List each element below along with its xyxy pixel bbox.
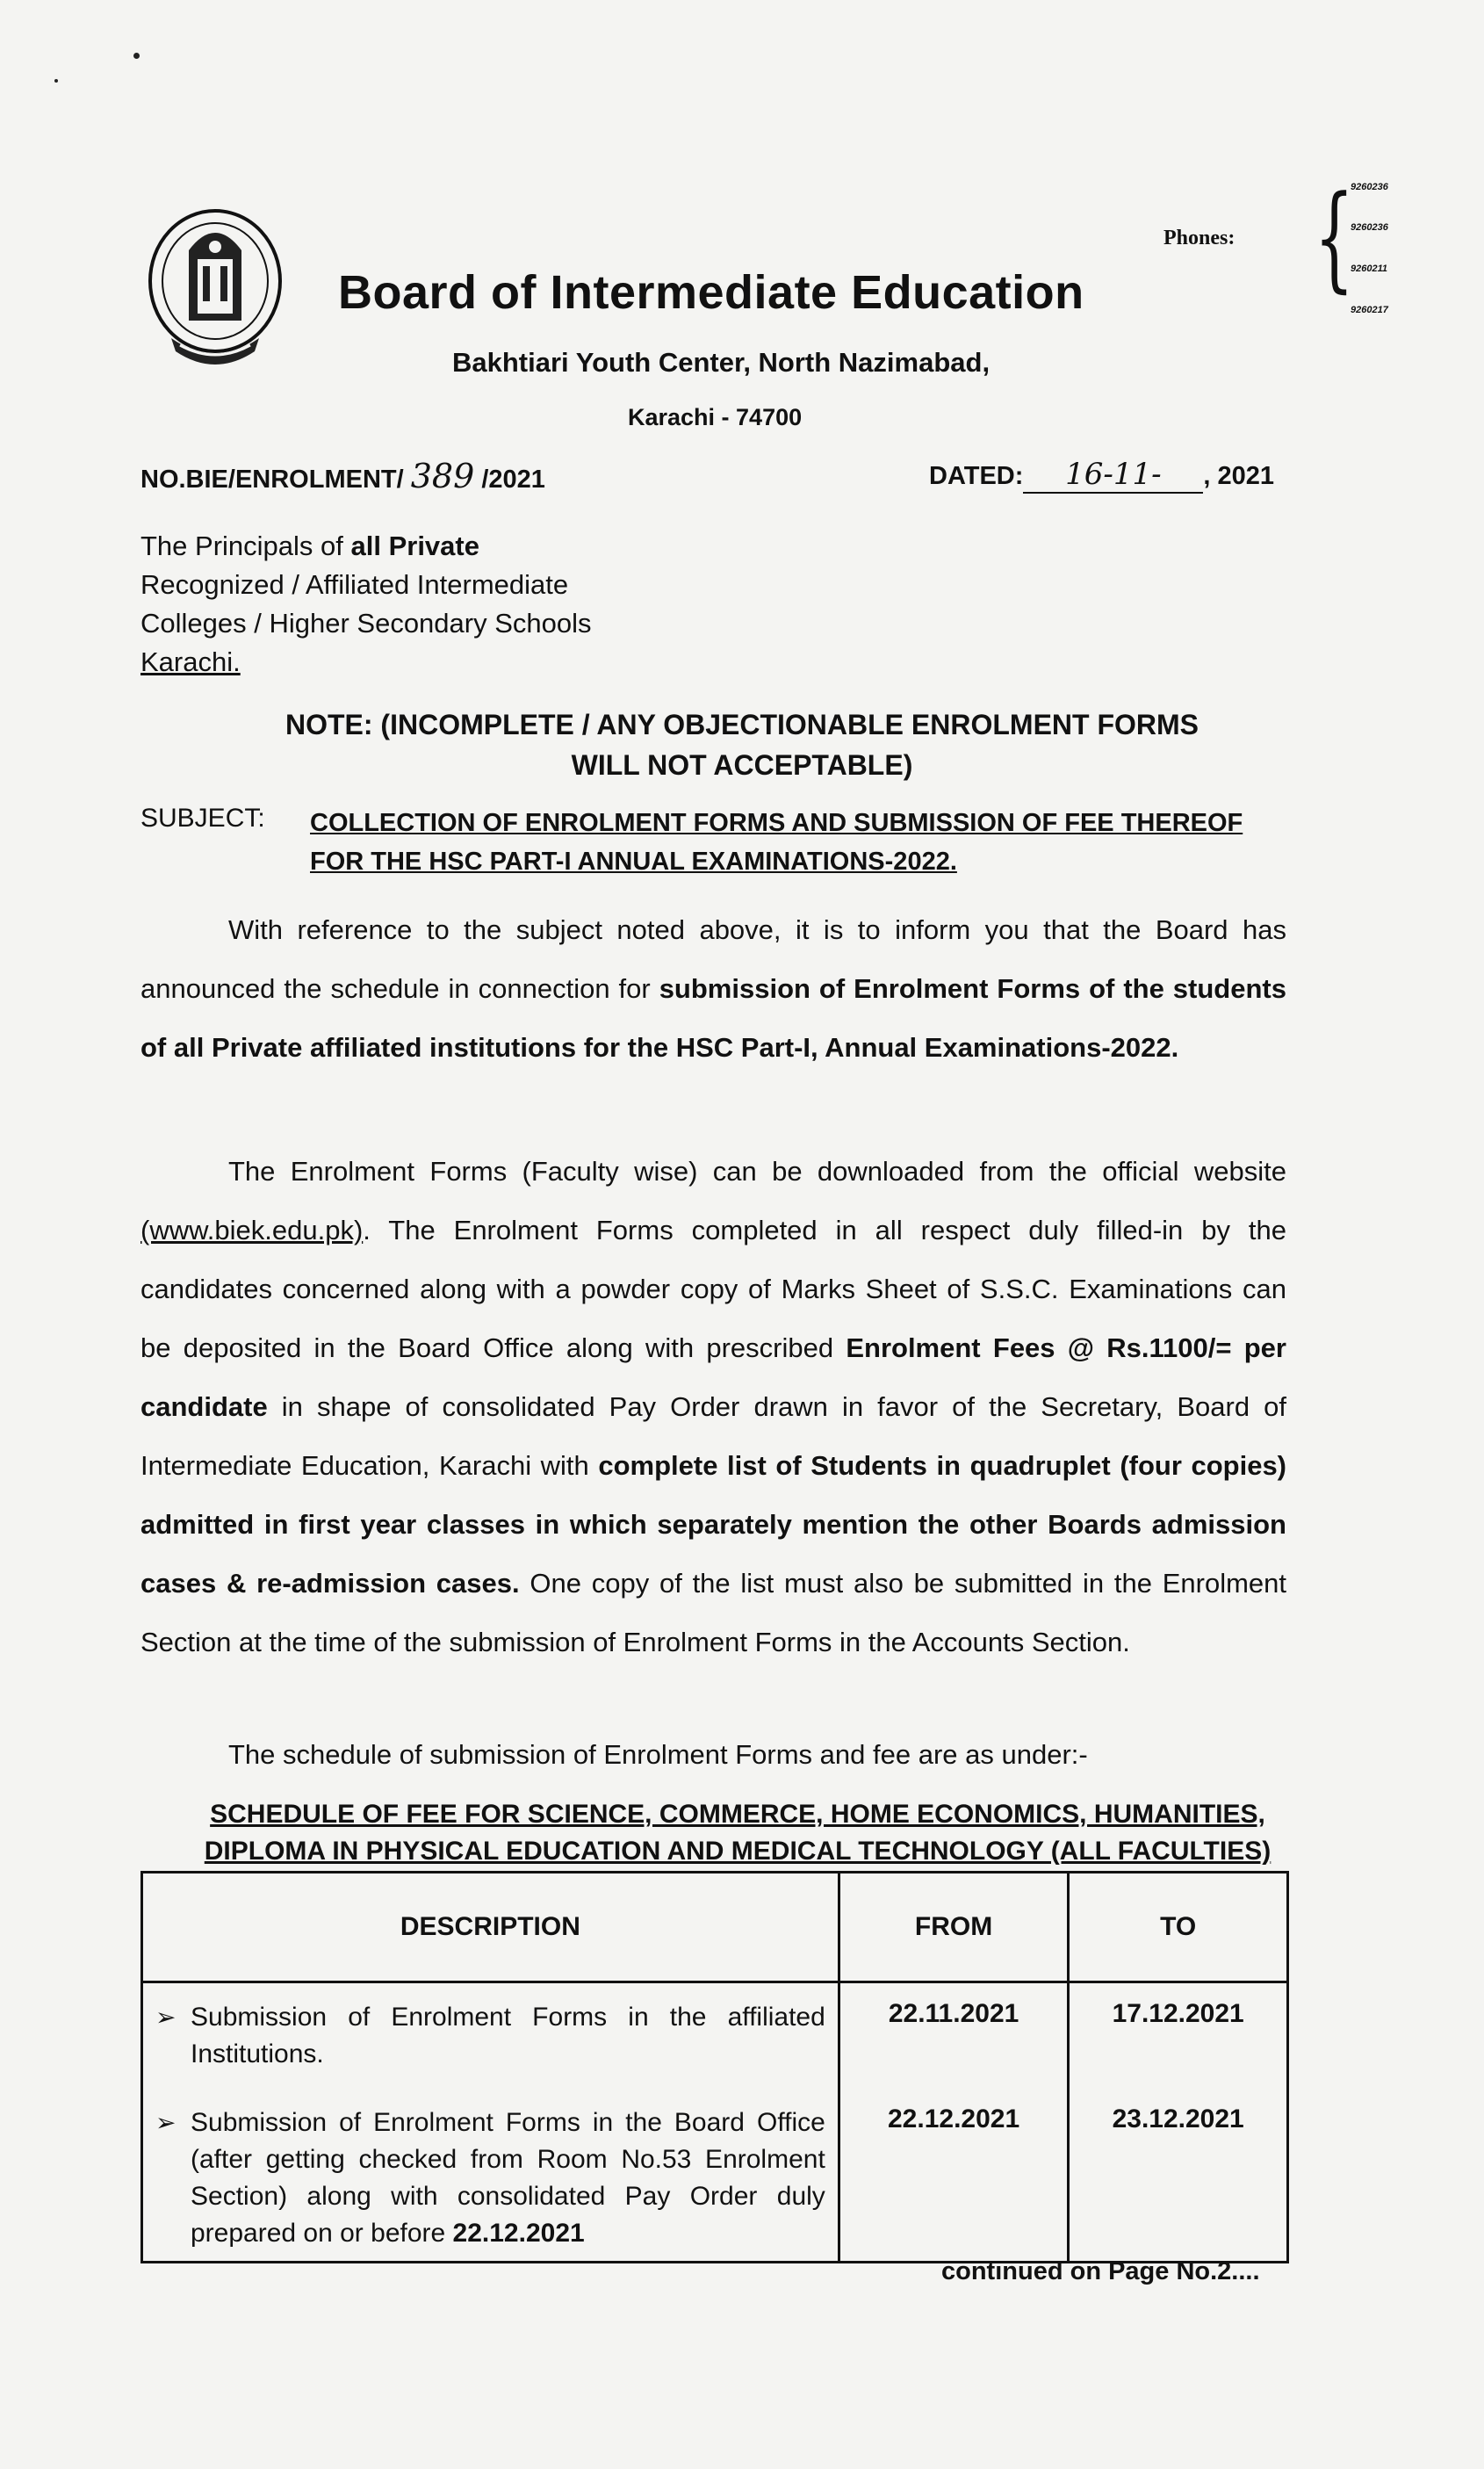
reference-handwritten-number: 389 [410, 457, 475, 495]
row-description [142, 2082, 839, 2263]
addressee-line2: Recognized / Affiliated Intermediate [140, 569, 569, 600]
subject-text: COLLECTION OF ENROLMENT FORMS AND SUBMISSION OF FEE THEREOF FOR THE HSC PART-I ANNUAL EXAMINATIONS-2022. [310, 809, 1243, 876]
row-description-text: Submission of Enrolment Forms in the Board Office (after getting checked from Room No.53 Enrolment Section) along with consolidated Pay Order duly prepared on or before [191, 2108, 825, 2248]
p1-bold: submission of Enrolment Forms of the students of all Private affiliated institutions for the HSC Part-I, Annual Examinations-2022. [140, 973, 1286, 1063]
row-to-date: 23.12.2021 [1069, 2082, 1288, 2263]
col-header-description: DESCRIPTION [142, 1873, 839, 1982]
addressee-line1-prefix: The Principals of [140, 531, 351, 561]
schedule-table [140, 1871, 1289, 2263]
phone-number: 9260217 [1351, 305, 1388, 315]
address-line-1: Bakhtiari Youth Center, North Nazimabad, [452, 347, 991, 378]
reference-number [140, 457, 545, 495]
row-from-date: 22.12.2021 [839, 2082, 1069, 2263]
scan-speck [133, 53, 140, 59]
row-to-date: 17.12.2021 [1069, 1982, 1288, 2083]
row-description-date: 22.12.2021 [452, 2219, 585, 2248]
row-from-date: 22.11.2021 [839, 1982, 1069, 2083]
p2-text-f: One copy of the list must also be submitted in the Enrolment Section at the time of the submission of Enrolment Forms in the Accounts Section. [140, 1568, 1286, 1657]
p2-list-bold: complete list of Students in quadruplet (four copies) admitted in first year classes in which separately mention the other Boards admission cases & re-admission cases. [140, 1450, 1287, 1599]
p2-text-a: The Enrolment Forms (Faculty wise) can be downloaded from the official website [228, 1156, 1286, 1187]
col-header-to: TO [1069, 1873, 1288, 1982]
arrow-bullet-icon: ➢ [155, 2109, 176, 2136]
addressee-line4: Karachi. [140, 646, 241, 677]
p1-text: With reference to the subject noted above, it is to inform you that the Board has announced the schedule in connection for [140, 914, 1286, 1004]
reference-prefix: NO.BIE/ENROLMENT/ [140, 466, 404, 494]
website-link[interactable]: (www.biek.edu.pk) [140, 1215, 364, 1245]
dated-handwritten-value: 16-11- [1023, 457, 1203, 494]
brace-icon: { [1314, 170, 1355, 304]
p2-text-d: in shape of consolidated Pay Order drawn in favor of the Secretary, Board of Intermediate Education, Karachi with [140, 1391, 1286, 1481]
note-block [176, 704, 1308, 785]
body-paragraph-1 [140, 900, 1286, 1077]
schedule-heading [176, 1796, 1300, 1870]
addressee-line3: Colleges / Higher Secondary Schools [140, 608, 592, 639]
table-header-row [142, 1873, 1288, 1982]
body-paragraph-2 [140, 1142, 1286, 1671]
arrow-bullet-icon: ➢ [155, 2003, 176, 2031]
phone-number: 9260211 [1351, 264, 1388, 274]
note-line1: NOTE: (INCOMPLETE / ANY OBJECTIONABLE ENROLMENT FORMS [285, 709, 1199, 740]
board-title: Board of Intermediate Education [338, 266, 1084, 319]
p2-text-b: . The Enrolment Forms completed in all respect duly filled-in by the candidates concerned along with a powder copy of Marks Sheet of S.S.C. Examinations can be deposited in the Board Office along with prescribed [140, 1215, 1286, 1363]
row-description-text: Submission of Enrolment Forms in the affiliated Institutions. [191, 2003, 825, 2068]
table-row [142, 2082, 1288, 2263]
reference-year: /2021 [481, 466, 545, 494]
board-emblem-logo [145, 198, 285, 378]
schedule-heading-line1: SCHEDULE OF FEE FOR SCIENCE, COMMERCE, HOME ECONOMICS, HUMANITIES, [210, 1800, 1265, 1829]
address-line-2: Karachi - 74700 [628, 404, 803, 430]
subject-label: SUBJECT: [140, 804, 265, 833]
schedule-intro: The schedule of submission of Enrolment Forms and fee are as under:- [228, 1739, 1088, 1770]
schedule-heading-line2: DIPLOMA IN PHYSICAL EDUCATION AND MEDICAL TECHNOLOGY (ALL FACULTIES) [204, 1837, 1271, 1866]
addressee-line1-bold: all Private [350, 531, 479, 561]
table-row [142, 1982, 1288, 2083]
continued-note: continued on Page No.2.... [941, 2257, 1260, 2285]
dated-year: , 2021 [1203, 462, 1275, 490]
note-line2: WILL NOT ACCEPTABLE) [571, 749, 913, 781]
dated-field [929, 457, 1274, 494]
phone-number: 9260236 [1351, 222, 1388, 233]
row-description [142, 1982, 839, 2083]
p2-fee-bold: Enrolment Fees @ Rs.1100/= per candidate [140, 1332, 1286, 1422]
scan-speck [54, 79, 58, 83]
addressee-block [140, 527, 592, 682]
phone-number: 9260236 [1351, 182, 1388, 192]
dated-label: DATED: [929, 462, 1024, 490]
phones-label: Phones: [1163, 227, 1235, 249]
col-header-from: FROM [839, 1873, 1069, 1982]
